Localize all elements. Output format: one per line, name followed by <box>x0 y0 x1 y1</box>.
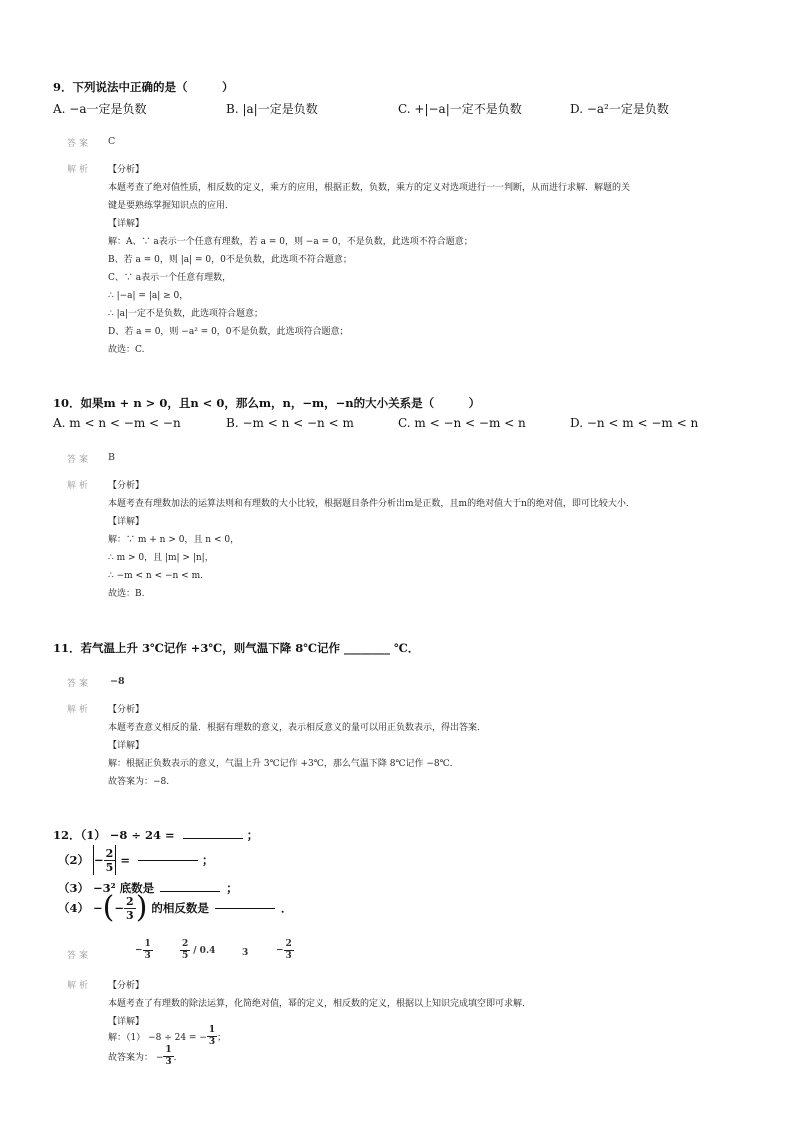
q9-sol-line: 本题考查了绝对值性质，相反数的定义，乘方的应用，根据正数，负数，乘方的定义对选项进行一一判断，从而进行求解．解题的关 <box>108 183 631 193</box>
q12-answer-4: − $\frac{2}{3}$ <box>276 939 292 961</box>
q12-answer-2: $\frac{2}{5}$ / 0.4 <box>182 939 216 961</box>
q10-explanation-label: 解析 <box>67 481 92 491</box>
q10-option-b: B. −m < n < −n < m <box>226 416 354 430</box>
q9-sol-line: ∴ |a|一定不是负数，此选项符合题意； <box>108 309 264 319</box>
q11-sol-line: 本题考查意义相反的量．根据有理数的意义，表示相反意义的量可以用正负数表示，得出答案． <box>108 723 487 733</box>
q11-sol-line: 解：根据正负数表示的意义，气温上升 3℃记作 +3℃，那么气温下降 8℃记作 −8℃． <box>108 759 459 769</box>
q10-option-c: C. m < −n < −m < n <box>398 416 526 430</box>
q10-answer-value: B <box>108 452 115 463</box>
q9-answer-value: C <box>108 136 116 147</box>
q9-option-b: B. |a|一定是负数 <box>226 102 318 116</box>
q10-option-d: D. −n < m < −m < n <box>570 416 699 430</box>
q12-stem-3: （3） −3² 底数是 ； <box>58 881 238 895</box>
q9-sol-line: 【详解】 <box>108 219 145 229</box>
q11-explanation-label: 解析 <box>67 705 92 715</box>
q10-sol-line: 故选：B. <box>108 589 145 599</box>
q9-sol-line: C、∵ a表示一个任意有理数， <box>108 273 232 283</box>
q10-sol-line: 解：∵ m + n > 0，且 n < 0， <box>108 535 240 545</box>
q9-sol-line: 键是要熟练掌握知识点的应用． <box>108 201 235 211</box>
q10-sol-line: 【详解】 <box>108 517 145 527</box>
q9-answer-label: 答案 <box>67 139 92 149</box>
q11-stem: 11．若气温上升 3℃记作 +3℃，则气温下降 8℃记作 ________ ℃． <box>53 641 420 655</box>
q9-sol-line: 【分析】 <box>108 165 145 175</box>
q12-stem-2: （2） − $\frac{2}{5}$ = ； <box>58 846 214 874</box>
q9-sol-line: 故选：C. <box>108 345 145 355</box>
q9-sol-line: B、若 a = 0，则 |a| = 0，0不是负数，此选项不符合题意； <box>108 255 352 265</box>
q11-answer-value: −8 <box>110 676 125 687</box>
q11-sol-line: 【分析】 <box>108 705 145 715</box>
q10-answer-label: 答案 <box>67 455 92 465</box>
q12-stem-4: （4） −(− $\frac{2}{3}$ ) 的相反数是 ． <box>58 890 293 925</box>
q10-sol-line: ∴ −m < n < −n < m． <box>108 571 210 581</box>
q12-stem-1: 12．（1） −8 ÷ 24 = ； <box>53 828 259 842</box>
q12-sol-line: 【分析】 <box>108 981 145 991</box>
q9-sol-line: D、若 a = 0，则 −a² = 0，0不是负数，此选项符合题意； <box>108 327 349 337</box>
q12-explanation-label: 解析 <box>67 981 92 991</box>
q9-option-a: A. −a一定是负数 <box>53 102 147 116</box>
q9-stem: 9．下列说法中正确的是（ ） <box>53 80 234 94</box>
q12-answer-1: − $\frac{1}{3}$ <box>135 939 151 961</box>
q9-option-d: D. −a²一定是负数 <box>570 102 669 116</box>
q10-sol-line: 本题考查有理数加法的运算法则和有理数的大小比较，根据题目条件分析出m是正数，且m的绝对值大于n的绝对值，即可比较大小． <box>108 499 635 509</box>
q12-sol-line: 本题考查了有理数的除法运算，化简绝对值，幂的定义，相反数的定义，根据以上知识完成填空即可求解． <box>108 999 532 1009</box>
q9-sol-line: 解：A、∵ a表示一个任意有理数，若 a = 0，则 −a = 0，不是负数，此选项不符合题意； <box>108 237 473 247</box>
q12-sol-step-2: 故答案为： − $\frac{1}{3}$ ． <box>108 1045 183 1067</box>
q11-answer-label: 答案 <box>67 679 92 689</box>
q10-stem: 10．如果m + n > 0，且n < 0，那么m，n，−m，−n的大小关系是（ ） <box>53 396 481 410</box>
q9-sol-line: ∴ |−a| = |a| ≥ 0， <box>108 291 189 301</box>
q12-sol-step-1: 解：（1） −8 ÷ 24 = − $\frac{1}{3}$ ； <box>108 1025 227 1047</box>
q10-option-a: A. m < n < −m < −n <box>53 416 181 430</box>
q11-sol-line: 【详解】 <box>108 741 145 751</box>
q11-sol-line: 故答案为：−8. <box>108 777 170 787</box>
q9-explanation-label: 解析 <box>67 165 92 175</box>
q12-sol-line: 【详解】 <box>108 1017 145 1027</box>
q10-sol-line: ∴ m > 0，且 |m| > |n|， <box>108 553 214 563</box>
q12-answer-label: 答案 <box>67 951 92 961</box>
q9-option-c: C. +|−a|一定不是负数 <box>398 102 522 116</box>
q12-answer-3: 3 <box>242 948 249 958</box>
q10-sol-line: 【分析】 <box>108 481 145 491</box>
